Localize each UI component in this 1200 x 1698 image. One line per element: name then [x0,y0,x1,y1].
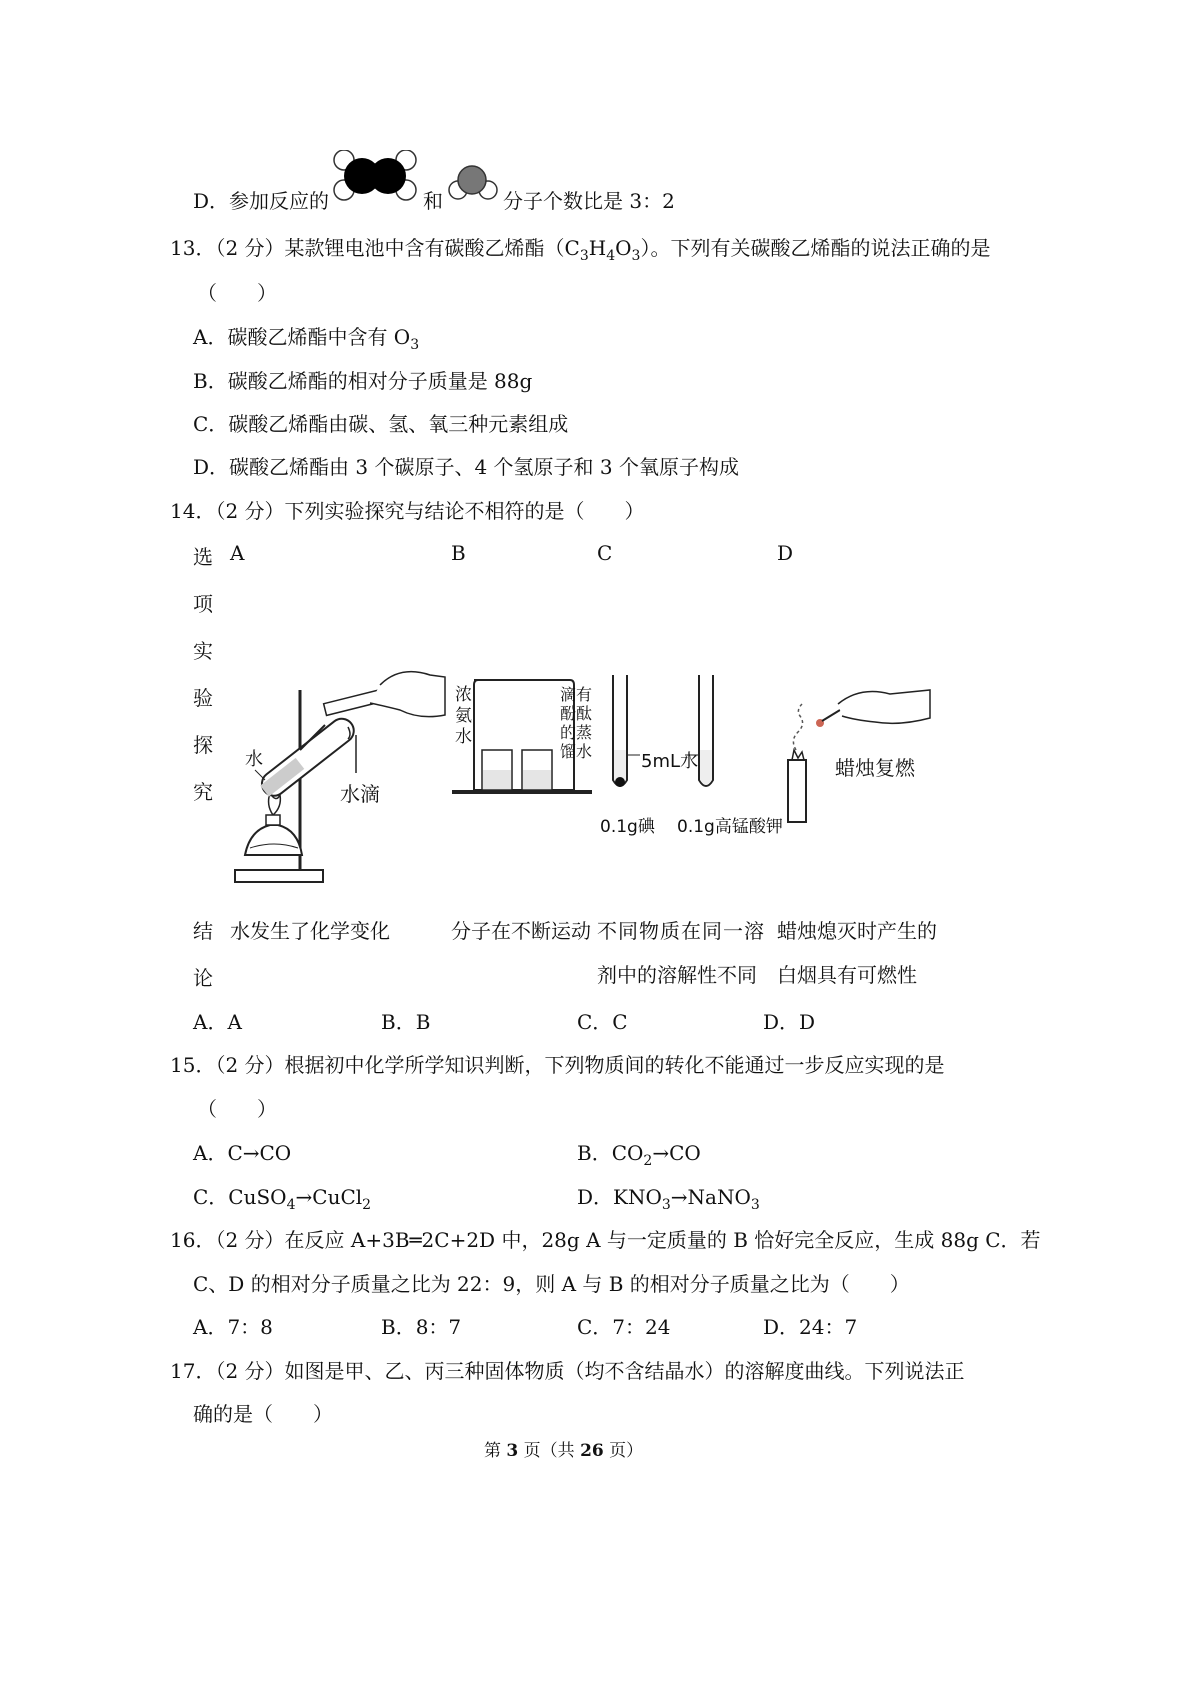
q13-option-d: D．碳酸乙烯酯由 3 个碳原子、4 个氢原子和 3 个氧原子构成 [193,455,739,479]
q14-col-a: A [230,541,245,565]
q14-answer-b: B．B [381,1010,431,1034]
q12-option-d [193,185,329,214]
q13-option-c: C．碳酸乙烯酯由碳、氢、氧三种元素组成 [193,412,569,436]
q15-paren: （ ） [197,1097,277,1121]
q14-col-d: D [777,541,794,565]
q14-col-b: B [451,541,466,565]
page-footer: 第 3 页（共 26 页） [484,1441,644,1461]
q16-answer-b: B．8：7 [381,1315,462,1339]
q14-col-c: C [597,541,613,565]
fig-a-drop-label: 水滴 [340,782,380,806]
fig-b-left-label: 浓 氨 水 [455,685,472,747]
q14-stem: 14．（2 分）下列实验探究与结论不相符的是（ ） [170,499,645,523]
q14-answer-c: C．C [577,1010,628,1034]
q14-answer-a: A．A [193,1010,242,1034]
q16-answer-d: D．24：7 [763,1315,858,1339]
q15-option-b: B．$CO_2\to CO$ [577,1141,701,1169]
q14-row-head-experiment: 选 项 实 验 探 究 [193,545,213,804]
q13-stem: 13．（2 分）某款锂电池中含有碳酸乙烯酯$(C_3H_4O_3)$。下列有关碳酸乙烯酯的说法正确的是 [170,236,991,264]
q15-stem: 15．（2 分）根据初中化学所学知识判断，下列物质间的转化不能通过一步反应实现的是 [170,1053,945,1077]
figure-c-test-tubes [605,670,725,800]
q15-option-c: C．CuSO$_4$→CuCl$_2$ [193,1185,372,1213]
q16-line2: C、D 的相对分子质量之比为 22：9，则 A 与 B 的相对分子质量之比为（ ） [193,1272,910,1296]
q14-conclusion-c-line2: 剂中的溶解性不同 [597,963,757,987]
q12-d-suffix: 分子个数比是 3：2 [503,189,675,213]
fig-c-water-label: 5mL水 [641,751,699,772]
fig-c-iodine-label: 0.1g碘 [600,817,655,837]
fig-c-kmno4-label: 0.1g高锰酸钾 [677,817,783,837]
q16-answer-a: A．7：8 [193,1315,273,1339]
q16-answer-c: C．7：24 [577,1315,671,1339]
q14-conclusion-d-line2: 白烟具有可燃性 [777,963,917,987]
q13-option-b: B．碳酸乙烯酯的相对分子质量是 88g [193,369,533,393]
fig-a-water-label: 水 [245,749,263,770]
fig-b-right-label: 滴有 酚酞 的蒸 馏水 [560,685,593,761]
q15-option-a: A．C→CO [193,1141,292,1165]
q14-row-head-conclusion: 结 论 [193,919,213,990]
q12-d-mid: 和 [423,189,443,213]
q13-option-a: A．碳酸乙烯酯中含有 $O_3$ [193,325,420,353]
q16-line1: 16．（2 分）在反应 A+3B═2C+2D 中，28g A 与一定质量的 B 恰好完全反应，生成 88g C．若 [170,1228,1041,1252]
q14-conclusion-a: 水发生了化学变化 [230,919,390,943]
q17-line2: 确的是（ ） [193,1402,333,1426]
molecule-c2h4-icon [330,150,420,202]
q14-conclusion-b: 分子在不断运动 [451,919,591,943]
q14-conclusion-d-line1: 蜡烛熄灭时产生的 [777,919,937,943]
fig-d-label: 蜡烛复燃 [835,756,915,780]
q13-paren: （ ） [197,281,277,305]
q14-conclusion-c-line1: 不同物质在同一溶 [597,919,765,943]
q14-answer-d: D．D [763,1010,816,1034]
q15-option-d: D．$KNO_3\to NaNO_3$ [577,1185,760,1213]
q17-line1: 17．（2 分）如图是甲、乙、丙三种固体物质（均不含结晶水）的溶解度曲线。下列说法正 [170,1359,965,1383]
q12-d-prefix: D．参加反应的 [193,189,330,213]
molecule-h2o-icon [448,164,498,204]
